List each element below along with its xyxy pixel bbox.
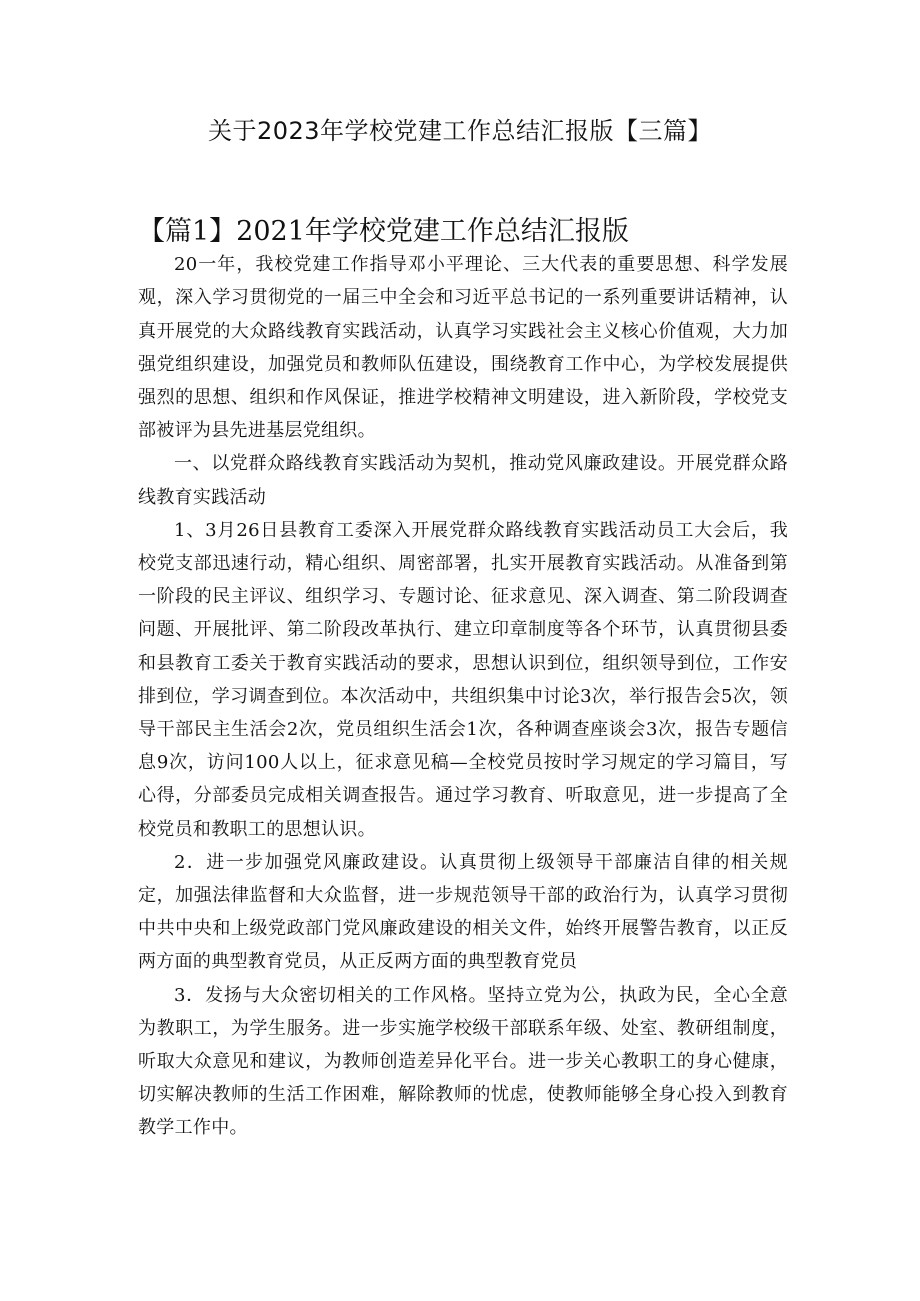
- section-heading: 【篇1】2021年学校党建工作总结汇报版: [138, 216, 629, 247]
- paragraph-item-3: 3．发扬与大众密切相关的工作风格。坚持立党为公，执政为民，全心全意为教职工，为学生服务。进一步实施学校级干部联系年级、处室、教研组制度，听取大众意见和建议，为教师创造差异化平台。进一步关心教职工的身心健康，切实解决教师的生活工作困难，解除教师的忧虑，使教师能够全身心投入到教育教学工作中。: [138, 984, 788, 1139]
- paragraph-heading-one: 一、以党群众路线教育实践活动为契机，推动党风廉政建设。开展党群众路线教育实践活动: [138, 453, 788, 508]
- paragraph-item-2: 2．进一步加强党风廉政建设。认真贯彻上级领导干部廉洁自律的相关规定，加强法律监督和大众监督，进一步规范领导干部的政治行为，认真学习贯彻中共中央和上级党政部门党风廉政建设的相关文件，始终开展警告教育，以正反两方面的典型教育党员，从正反两方面的典型教育党员: [138, 851, 788, 973]
- document-body: [138, 215, 788, 1145]
- paragraph-intro: 20一年，我校党建工作指导邓小平理论、三大代表的重要思想、科学发展观，深入学习贯彻党的一届三中全会和习近平总书记的一系列重要讲话精神，认真开展党的大众路线教育实践活动，认真学习实践社会主义核心价值观，大力加强党组织建设，加强党员和教师队伍建设，围绕教育工作中心，为学校发展提供强烈的思想、组织和作风保证，推进学校精神文明建设，进入新阶段，学校党支部被评为县先进基层党组织。: [138, 254, 788, 442]
- document-title: 关于2023年学校党建工作总结汇报版【三篇】: [207, 117, 713, 145]
- paragraph-item-1: 1、3月26日县教育工委深入开展党群众路线教育实践活动员工大会后，我校党支部迅速行动，精心组织、周密部署，扎实开展教育实践活动。从准备到第一阶段的民主评议、组织学习、专题讨论、征求意见、深入调查、第二阶段调查问题、开展批评、第二阶段改革执行、建立印章制度等各个环节，认真贯彻县委和县教育工委关于教育实践活动的要求，思想认识到位，组织领导到位，工作安排到位，学习调查到位。本次活动中，共组织集中讨论3次，举行报告会5次，领导干部民主生活会2次，党员组织生活会1次，各种调查座谈会3次，报告专题信息9次，访问100人以上，征求意见稿—全校党员按时学习规定的学习篇目，写心得，分部委员完成相关调查报告。通过学习教育、听取意见，进一步提高了全校党员和教职工的思想认识。: [138, 519, 788, 840]
